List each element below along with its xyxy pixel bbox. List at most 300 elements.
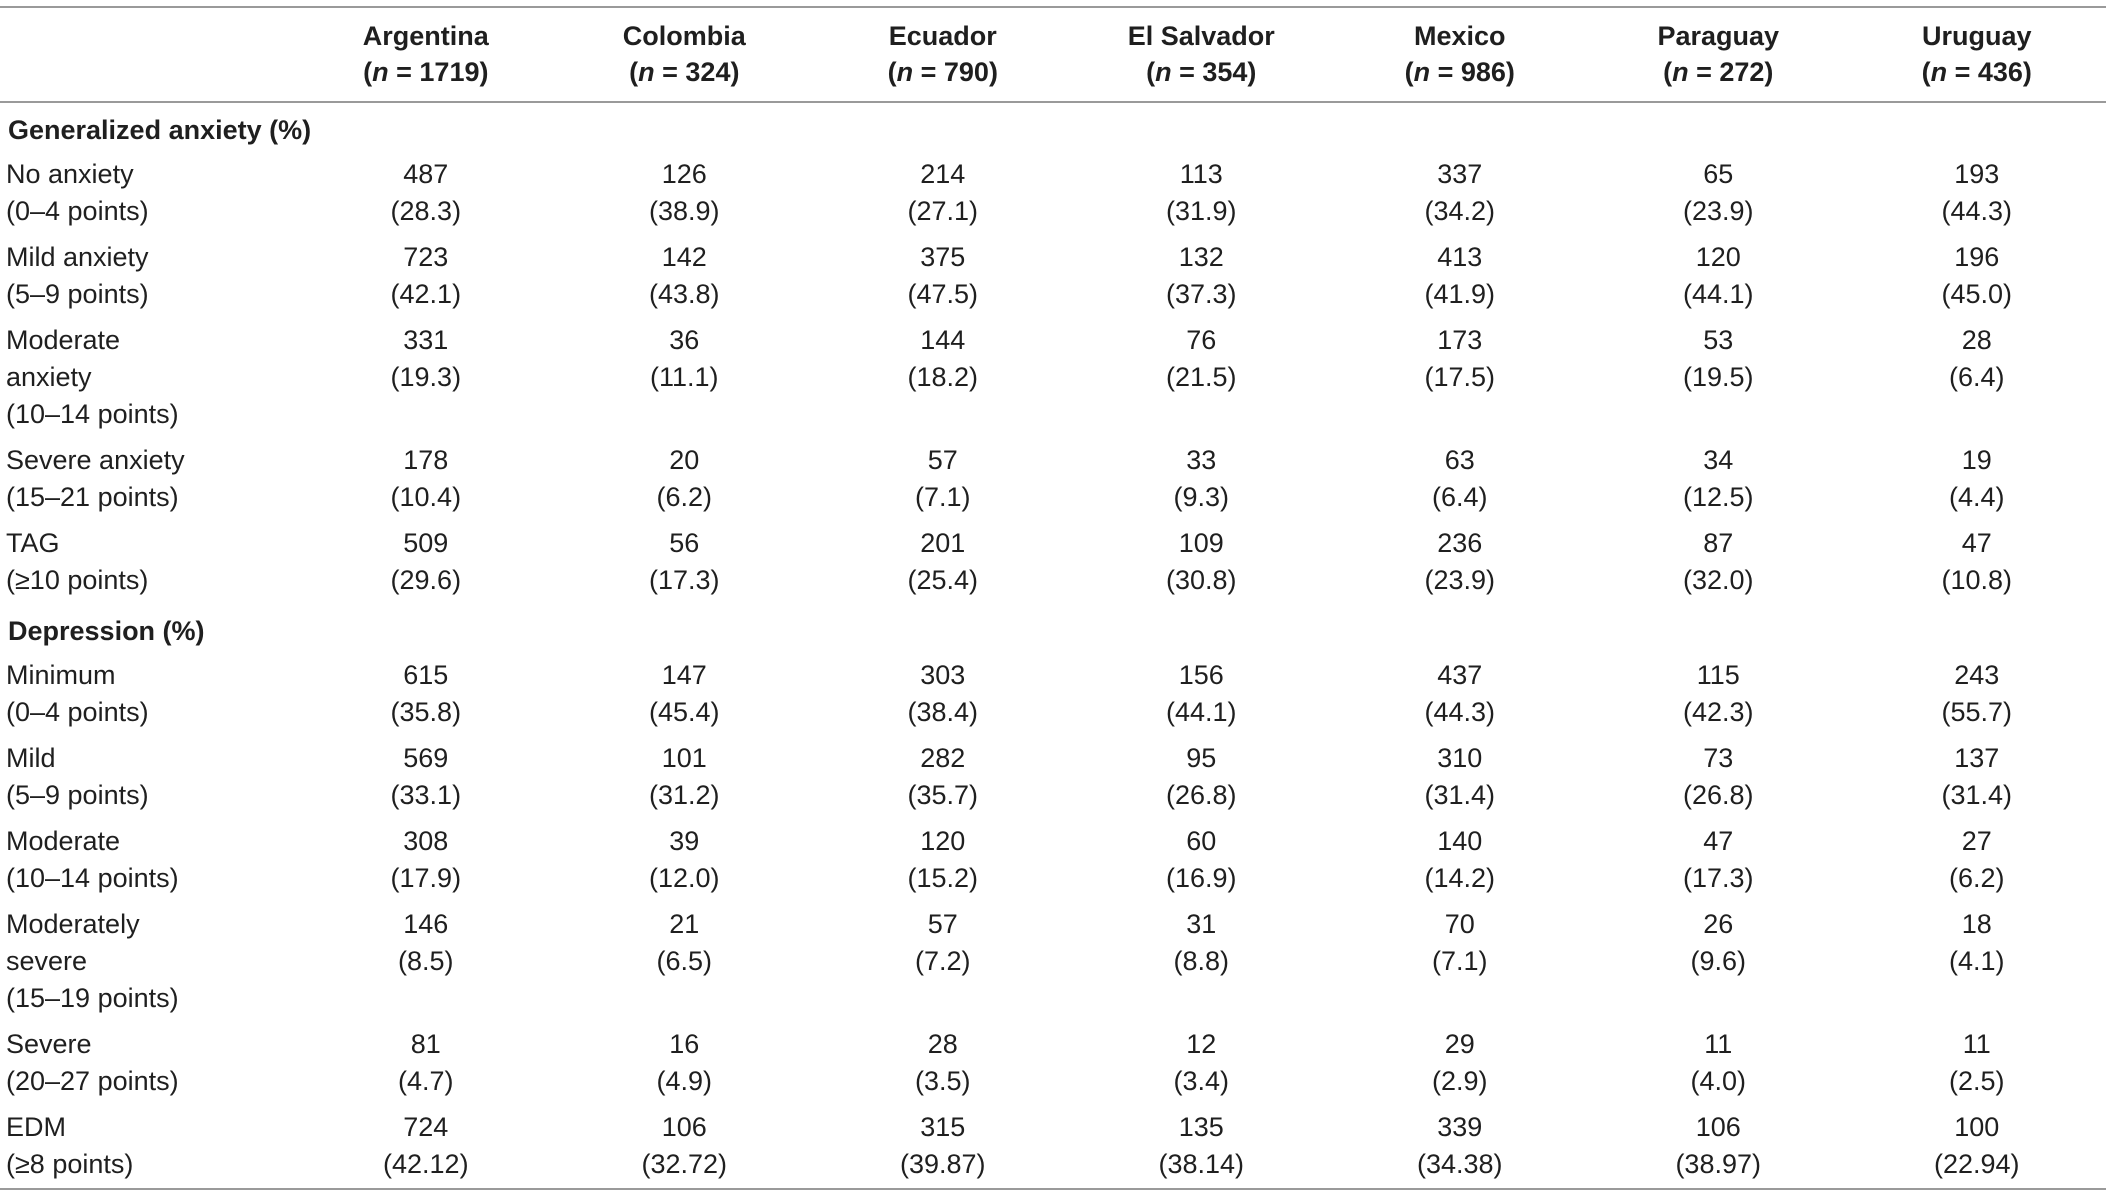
sample-size: (n = 1719) bbox=[363, 57, 489, 87]
cell-count: 19 bbox=[1961, 445, 1992, 475]
cell-argentina bbox=[297, 152, 555, 235]
cell-count: 29 bbox=[1444, 1029, 1475, 1059]
cell-percent: (45.4) bbox=[649, 697, 720, 727]
sample-size-value: = 790) bbox=[920, 57, 998, 87]
row-label-line: Moderately bbox=[6, 909, 140, 939]
section-header-row bbox=[0, 102, 2106, 152]
cell-argentina bbox=[297, 318, 555, 438]
cell-percent: (33.1) bbox=[390, 780, 462, 810]
row-label-line: EDM bbox=[6, 1112, 66, 1142]
cell-percent: (23.9) bbox=[1424, 565, 1496, 595]
cell-count: 73 bbox=[1703, 743, 1734, 773]
row-label-line: (0–4 points) bbox=[6, 697, 149, 727]
cell-percent: (12.5) bbox=[1682, 482, 1754, 512]
cell-el-salvador bbox=[1072, 235, 1330, 318]
row-label-line: severe bbox=[6, 946, 88, 976]
cell-uruguay bbox=[1847, 318, 2106, 438]
cell-count: 63 bbox=[1444, 445, 1475, 475]
cell-percent: (18.2) bbox=[907, 362, 979, 392]
cell-percent: (9.3) bbox=[1173, 482, 1230, 512]
column-header-colombia bbox=[555, 7, 813, 102]
cell-el-salvador bbox=[1072, 1105, 1330, 1189]
cell-percent: (32.72) bbox=[641, 1149, 728, 1179]
cell-percent: (44.1) bbox=[1682, 279, 1754, 309]
cell-colombia bbox=[555, 1105, 813, 1189]
cell-count: 28 bbox=[1961, 325, 1992, 355]
cell-percent: (34.38) bbox=[1416, 1149, 1503, 1179]
row-label-line: Mild bbox=[6, 743, 56, 773]
cell-percent: (42.12) bbox=[383, 1149, 469, 1179]
sample-size-symbol: n bbox=[1155, 57, 1172, 87]
cell-count: 193 bbox=[1954, 159, 2000, 189]
cell-count: 109 bbox=[1178, 528, 1224, 558]
cell-percent: (6.2) bbox=[1948, 863, 2005, 893]
cell-paraguay bbox=[1589, 736, 1847, 819]
cell-percent: (47.5) bbox=[907, 279, 979, 309]
cell-count: 106 bbox=[661, 1112, 707, 1142]
country-name: Argentina bbox=[362, 21, 489, 51]
cell-argentina bbox=[297, 902, 555, 1022]
cell-ecuador bbox=[814, 521, 1072, 604]
cell-count: 214 bbox=[920, 159, 966, 189]
cell-percent: (21.5) bbox=[1165, 362, 1237, 392]
country-name: Paraguay bbox=[1657, 21, 1780, 51]
cell-percent: (38.9) bbox=[649, 196, 720, 226]
cell-count: 201 bbox=[920, 528, 966, 558]
cell-percent: (4.7) bbox=[398, 1066, 454, 1096]
cell-percent: (6.4) bbox=[1431, 482, 1488, 512]
cell-percent: (35.7) bbox=[907, 780, 979, 810]
cell-count: 20 bbox=[669, 445, 700, 475]
row-label-line: No anxiety bbox=[6, 159, 134, 189]
row-label bbox=[0, 438, 297, 521]
cell-el-salvador bbox=[1072, 521, 1330, 604]
sample-size: (n = 436) bbox=[1921, 57, 2032, 87]
country-name: Ecuador bbox=[888, 21, 997, 51]
table-row bbox=[0, 653, 2106, 736]
cell-el-salvador bbox=[1072, 1022, 1330, 1105]
cell-ecuador bbox=[814, 318, 1072, 438]
table-header bbox=[0, 7, 2106, 102]
country-name: Colombia bbox=[622, 21, 746, 51]
cell-percent: (38.4) bbox=[907, 697, 979, 727]
cell-count: 173 bbox=[1437, 325, 1483, 355]
sample-size: (n = 354) bbox=[1146, 57, 1257, 87]
cell-percent: (17.5) bbox=[1424, 362, 1496, 392]
table-row bbox=[0, 521, 2106, 604]
table-row bbox=[0, 152, 2106, 235]
cell-count: 11 bbox=[1962, 1029, 1991, 1059]
row-label-line: (15–19 points) bbox=[6, 983, 179, 1013]
sample-size-value: = 1719) bbox=[396, 57, 489, 87]
sample-size: (n = 986) bbox=[1404, 57, 1515, 87]
cell-count: 243 bbox=[1954, 660, 2000, 690]
cell-percent: (8.5) bbox=[398, 946, 454, 976]
cell-count: 34 bbox=[1703, 445, 1734, 475]
row-label-line: (10–14 points) bbox=[6, 863, 179, 893]
cell-uruguay bbox=[1847, 152, 2106, 235]
cell-count: 375 bbox=[920, 242, 966, 272]
cell-ecuador bbox=[814, 902, 1072, 1022]
cell-count: 724 bbox=[403, 1112, 449, 1142]
row-label bbox=[0, 736, 297, 819]
cell-percent: (44.3) bbox=[1424, 697, 1496, 727]
cell-count: 339 bbox=[1437, 1112, 1483, 1142]
cell-el-salvador bbox=[1072, 653, 1330, 736]
cell-ecuador bbox=[814, 1022, 1072, 1105]
cell-uruguay bbox=[1847, 235, 2106, 318]
cell-percent: (2.5) bbox=[1948, 1066, 2005, 1096]
row-label-line: Moderate bbox=[6, 325, 121, 355]
column-header-uruguay bbox=[1847, 7, 2106, 102]
cell-percent: (9.6) bbox=[1690, 946, 1746, 976]
cell-percent: (7.1) bbox=[915, 482, 971, 512]
cell-count: 569 bbox=[403, 743, 449, 773]
cell-count: 308 bbox=[403, 826, 449, 856]
cell-argentina bbox=[297, 736, 555, 819]
table-container bbox=[0, 6, 2118, 1190]
sample-size-value: = 324) bbox=[662, 57, 740, 87]
cell-el-salvador bbox=[1072, 438, 1330, 521]
cell-uruguay bbox=[1847, 1022, 2106, 1105]
section-title: Depression (%) bbox=[8, 616, 205, 646]
row-label bbox=[0, 1022, 297, 1105]
cell-percent: (8.8) bbox=[1173, 946, 1230, 976]
cell-uruguay bbox=[1847, 1105, 2106, 1189]
cell-percent: (55.7) bbox=[1941, 697, 2012, 727]
column-header-argentina bbox=[297, 7, 555, 102]
section-header-row bbox=[0, 604, 2106, 653]
cell-count: 60 bbox=[1186, 826, 1217, 856]
cell-percent: (31.9) bbox=[1165, 196, 1237, 226]
cell-mexico bbox=[1331, 902, 1589, 1022]
cell-percent: (3.4) bbox=[1173, 1066, 1230, 1096]
cell-ecuador bbox=[814, 819, 1072, 902]
cell-count: 18 bbox=[1961, 909, 1992, 939]
cell-paraguay bbox=[1589, 521, 1847, 604]
cell-colombia bbox=[555, 318, 813, 438]
table-row bbox=[0, 736, 2106, 819]
row-label bbox=[0, 653, 297, 736]
cell-colombia bbox=[555, 235, 813, 318]
row-label bbox=[0, 235, 297, 318]
sample-size-value: = 986) bbox=[1437, 57, 1515, 87]
row-label-line: TAG bbox=[6, 528, 60, 558]
cell-count: 144 bbox=[920, 325, 966, 355]
cell-paraguay bbox=[1589, 438, 1847, 521]
cell-paraguay bbox=[1589, 152, 1847, 235]
cell-percent: (22.94) bbox=[1933, 1149, 2020, 1179]
cell-count: 33 bbox=[1186, 445, 1217, 475]
cell-count: 57 bbox=[927, 909, 958, 939]
cell-percent: (19.5) bbox=[1682, 362, 1754, 392]
column-header-el-salvador bbox=[1072, 7, 1330, 102]
cell-count: 11 bbox=[1704, 1029, 1733, 1059]
cell-argentina bbox=[297, 1105, 555, 1189]
row-label bbox=[0, 152, 297, 235]
cell-count: 178 bbox=[403, 445, 449, 475]
cell-count: 95 bbox=[1186, 743, 1217, 773]
cell-percent: (31.4) bbox=[1424, 780, 1496, 810]
cell-count: 87 bbox=[1703, 528, 1734, 558]
cell-paraguay bbox=[1589, 235, 1847, 318]
cell-count: 115 bbox=[1696, 660, 1740, 690]
row-label-line: Severe bbox=[6, 1029, 92, 1059]
cell-ecuador bbox=[814, 152, 1072, 235]
cell-percent: (31.2) bbox=[649, 780, 720, 810]
cell-percent: (6.5) bbox=[656, 946, 713, 976]
table-row bbox=[0, 235, 2106, 318]
cell-argentina bbox=[297, 1022, 555, 1105]
cell-percent: (17.3) bbox=[649, 565, 720, 595]
prevalence-table bbox=[0, 6, 2106, 1190]
cell-uruguay bbox=[1847, 438, 2106, 521]
cell-percent: (37.3) bbox=[1165, 279, 1237, 309]
cell-count: 36 bbox=[669, 325, 700, 355]
cell-colombia bbox=[555, 902, 813, 1022]
cell-count: 57 bbox=[927, 445, 958, 475]
cell-percent: (25.4) bbox=[907, 565, 979, 595]
cell-count: 120 bbox=[920, 826, 966, 856]
cell-percent: (45.0) bbox=[1941, 279, 2012, 309]
cell-percent: (11.1) bbox=[650, 362, 719, 392]
cell-percent: (38.97) bbox=[1675, 1149, 1761, 1179]
cell-percent: (15.2) bbox=[907, 863, 979, 893]
cell-el-salvador bbox=[1072, 736, 1330, 819]
row-label-line: (0–4 points) bbox=[6, 196, 149, 226]
cell-mexico bbox=[1331, 235, 1589, 318]
cell-count: 282 bbox=[920, 743, 966, 773]
row-label-line: (10–14 points) bbox=[6, 399, 179, 429]
cell-ecuador bbox=[814, 438, 1072, 521]
column-header-paraguay bbox=[1589, 7, 1847, 102]
cell-count: 132 bbox=[1178, 242, 1224, 272]
cell-argentina bbox=[297, 235, 555, 318]
cell-paraguay bbox=[1589, 318, 1847, 438]
cell-count: 303 bbox=[920, 660, 966, 690]
table-row bbox=[0, 438, 2106, 521]
cell-percent: (7.1) bbox=[1431, 946, 1488, 976]
cell-mexico bbox=[1331, 653, 1589, 736]
cell-count: 31 bbox=[1186, 909, 1217, 939]
cell-ecuador bbox=[814, 235, 1072, 318]
country-name: El Salvador bbox=[1127, 21, 1275, 51]
header-empty-cell bbox=[0, 7, 297, 102]
cell-mexico bbox=[1331, 438, 1589, 521]
cell-percent: (7.2) bbox=[915, 946, 971, 976]
cell-count: 21 bbox=[669, 909, 700, 939]
cell-percent: (10.8) bbox=[1941, 565, 2012, 595]
cell-percent: (38.14) bbox=[1158, 1149, 1245, 1179]
sample-size: (n = 272) bbox=[1663, 57, 1774, 87]
cell-count: 126 bbox=[661, 159, 707, 189]
cell-count: 27 bbox=[1961, 826, 1992, 856]
sample-size-symbol: n bbox=[638, 57, 655, 87]
row-label-line: (≥10 points) bbox=[6, 565, 149, 595]
cell-percent: (17.9) bbox=[390, 863, 462, 893]
cell-count: 47 bbox=[1961, 528, 1992, 558]
cell-percent: (4.9) bbox=[656, 1066, 713, 1096]
cell-count: 106 bbox=[1695, 1112, 1741, 1142]
cell-percent: (3.5) bbox=[915, 1066, 971, 1096]
cell-percent: (44.1) bbox=[1165, 697, 1237, 727]
row-label bbox=[0, 1105, 297, 1189]
cell-mexico bbox=[1331, 1022, 1589, 1105]
table-row bbox=[0, 318, 2106, 438]
cell-count: 26 bbox=[1703, 909, 1734, 939]
cell-percent: (32.0) bbox=[1682, 565, 1754, 595]
cell-uruguay bbox=[1847, 902, 2106, 1022]
cell-uruguay bbox=[1847, 736, 2106, 819]
sample-size-value: = 436) bbox=[1954, 57, 2032, 87]
cell-count: 723 bbox=[403, 242, 449, 272]
cell-count: 135 bbox=[1178, 1112, 1224, 1142]
cell-percent: (4.1) bbox=[1948, 946, 2005, 976]
sample-size-symbol: n bbox=[1672, 57, 1689, 87]
cell-percent: (16.9) bbox=[1165, 863, 1237, 893]
column-header-mexico bbox=[1331, 7, 1589, 102]
cell-percent: (30.8) bbox=[1165, 565, 1237, 595]
cell-count: 487 bbox=[403, 159, 449, 189]
sample-size-symbol: n bbox=[896, 57, 914, 87]
cell-uruguay bbox=[1847, 653, 2106, 736]
cell-count: 53 bbox=[1703, 325, 1734, 355]
cell-count: 16 bbox=[669, 1029, 700, 1059]
cell-count: 236 bbox=[1437, 528, 1483, 558]
cell-percent: (17.3) bbox=[1682, 863, 1754, 893]
cell-count: 315 bbox=[920, 1112, 966, 1142]
cell-uruguay bbox=[1847, 521, 2106, 604]
row-label bbox=[0, 318, 297, 438]
column-header-ecuador bbox=[814, 7, 1072, 102]
cell-colombia bbox=[555, 1022, 813, 1105]
cell-uruguay bbox=[1847, 819, 2106, 902]
cell-colombia bbox=[555, 736, 813, 819]
row-label-line: Minimum bbox=[6, 660, 116, 690]
cell-argentina bbox=[297, 521, 555, 604]
cell-mexico bbox=[1331, 318, 1589, 438]
cell-count: 310 bbox=[1437, 743, 1483, 773]
cell-mexico bbox=[1331, 521, 1589, 604]
row-label-line: Moderate bbox=[6, 826, 121, 856]
row-label-line: (20–27 points) bbox=[6, 1066, 179, 1096]
cell-el-salvador bbox=[1072, 152, 1330, 235]
cell-paraguay bbox=[1589, 819, 1847, 902]
sample-size-symbol: n bbox=[1413, 57, 1431, 87]
cell-percent: (29.6) bbox=[390, 565, 462, 595]
cell-count: 331 bbox=[403, 325, 449, 355]
cell-count: 142 bbox=[661, 242, 707, 272]
row-label-line: (≥8 points) bbox=[6, 1149, 134, 1179]
cell-mexico bbox=[1331, 819, 1589, 902]
cell-paraguay bbox=[1589, 1022, 1847, 1105]
cell-colombia bbox=[555, 819, 813, 902]
cell-paraguay bbox=[1589, 1105, 1847, 1189]
table-row bbox=[0, 902, 2106, 1022]
cell-percent: (31.4) bbox=[1941, 780, 2012, 810]
cell-count: 413 bbox=[1437, 242, 1483, 272]
cell-percent: (19.3) bbox=[390, 362, 462, 392]
cell-percent: (41.9) bbox=[1424, 279, 1496, 309]
cell-colombia bbox=[555, 653, 813, 736]
cell-percent: (4.4) bbox=[1948, 482, 2005, 512]
cell-count: 146 bbox=[403, 909, 449, 939]
cell-count: 70 bbox=[1444, 909, 1475, 939]
row-label-line: (15–21 points) bbox=[6, 482, 179, 512]
cell-argentina bbox=[297, 819, 555, 902]
cell-count: 76 bbox=[1186, 325, 1217, 355]
row-label bbox=[0, 521, 297, 604]
cell-count: 47 bbox=[1703, 826, 1734, 856]
cell-percent: (6.2) bbox=[656, 482, 713, 512]
cell-count: 56 bbox=[669, 528, 700, 558]
table-row bbox=[0, 819, 2106, 902]
row-label-line: Mild anxiety bbox=[6, 242, 149, 272]
cell-count: 120 bbox=[1695, 242, 1741, 272]
cell-ecuador bbox=[814, 653, 1072, 736]
cell-count: 65 bbox=[1703, 159, 1734, 189]
row-label-line: (5–9 points) bbox=[6, 279, 149, 309]
cell-percent: (14.2) bbox=[1424, 863, 1496, 893]
cell-argentina bbox=[297, 438, 555, 521]
cell-percent: (26.8) bbox=[1165, 780, 1237, 810]
cell-percent: (10.4) bbox=[390, 482, 462, 512]
cell-el-salvador bbox=[1072, 902, 1330, 1022]
cell-count: 437 bbox=[1437, 660, 1483, 690]
cell-count: 196 bbox=[1954, 242, 2000, 272]
cell-mexico bbox=[1331, 736, 1589, 819]
row-label-line: (5–9 points) bbox=[6, 780, 149, 810]
cell-mexico bbox=[1331, 152, 1589, 235]
cell-count: 156 bbox=[1178, 660, 1224, 690]
cell-count: 337 bbox=[1437, 159, 1483, 189]
cell-colombia bbox=[555, 152, 813, 235]
cell-percent: (4.0) bbox=[1690, 1066, 1746, 1096]
cell-el-salvador bbox=[1072, 819, 1330, 902]
row-label-line: Severe anxiety bbox=[6, 445, 185, 475]
cell-paraguay bbox=[1589, 653, 1847, 736]
cell-ecuador bbox=[814, 736, 1072, 819]
cell-percent: (34.2) bbox=[1424, 196, 1496, 226]
cell-count: 81 bbox=[410, 1029, 441, 1059]
table-row bbox=[0, 1105, 2106, 1189]
cell-percent: (43.8) bbox=[649, 279, 720, 309]
cell-count: 615 bbox=[403, 660, 449, 690]
cell-percent: (26.8) bbox=[1682, 780, 1754, 810]
cell-percent: (39.87) bbox=[899, 1149, 986, 1179]
cell-count: 509 bbox=[403, 528, 449, 558]
row-label-line: anxiety bbox=[6, 362, 92, 392]
cell-count: 137 bbox=[1954, 743, 2000, 773]
cell-count: 39 bbox=[669, 826, 700, 856]
sample-size: (n = 324) bbox=[629, 57, 740, 87]
cell-el-salvador bbox=[1072, 318, 1330, 438]
row-label bbox=[0, 819, 297, 902]
country-name: Mexico bbox=[1413, 21, 1506, 51]
cell-percent: (35.8) bbox=[390, 697, 462, 727]
cell-colombia bbox=[555, 438, 813, 521]
cell-percent: (12.0) bbox=[649, 863, 720, 893]
cell-paraguay bbox=[1589, 902, 1847, 1022]
row-label bbox=[0, 902, 297, 1022]
sample-size-value: = 272) bbox=[1696, 57, 1774, 87]
sample-size-symbol: n bbox=[372, 57, 389, 87]
sample-size-value: = 354) bbox=[1179, 57, 1257, 87]
cell-count: 113 bbox=[1179, 159, 1223, 189]
header-row bbox=[0, 7, 2106, 102]
cell-argentina bbox=[297, 653, 555, 736]
table-body bbox=[0, 102, 2106, 1189]
